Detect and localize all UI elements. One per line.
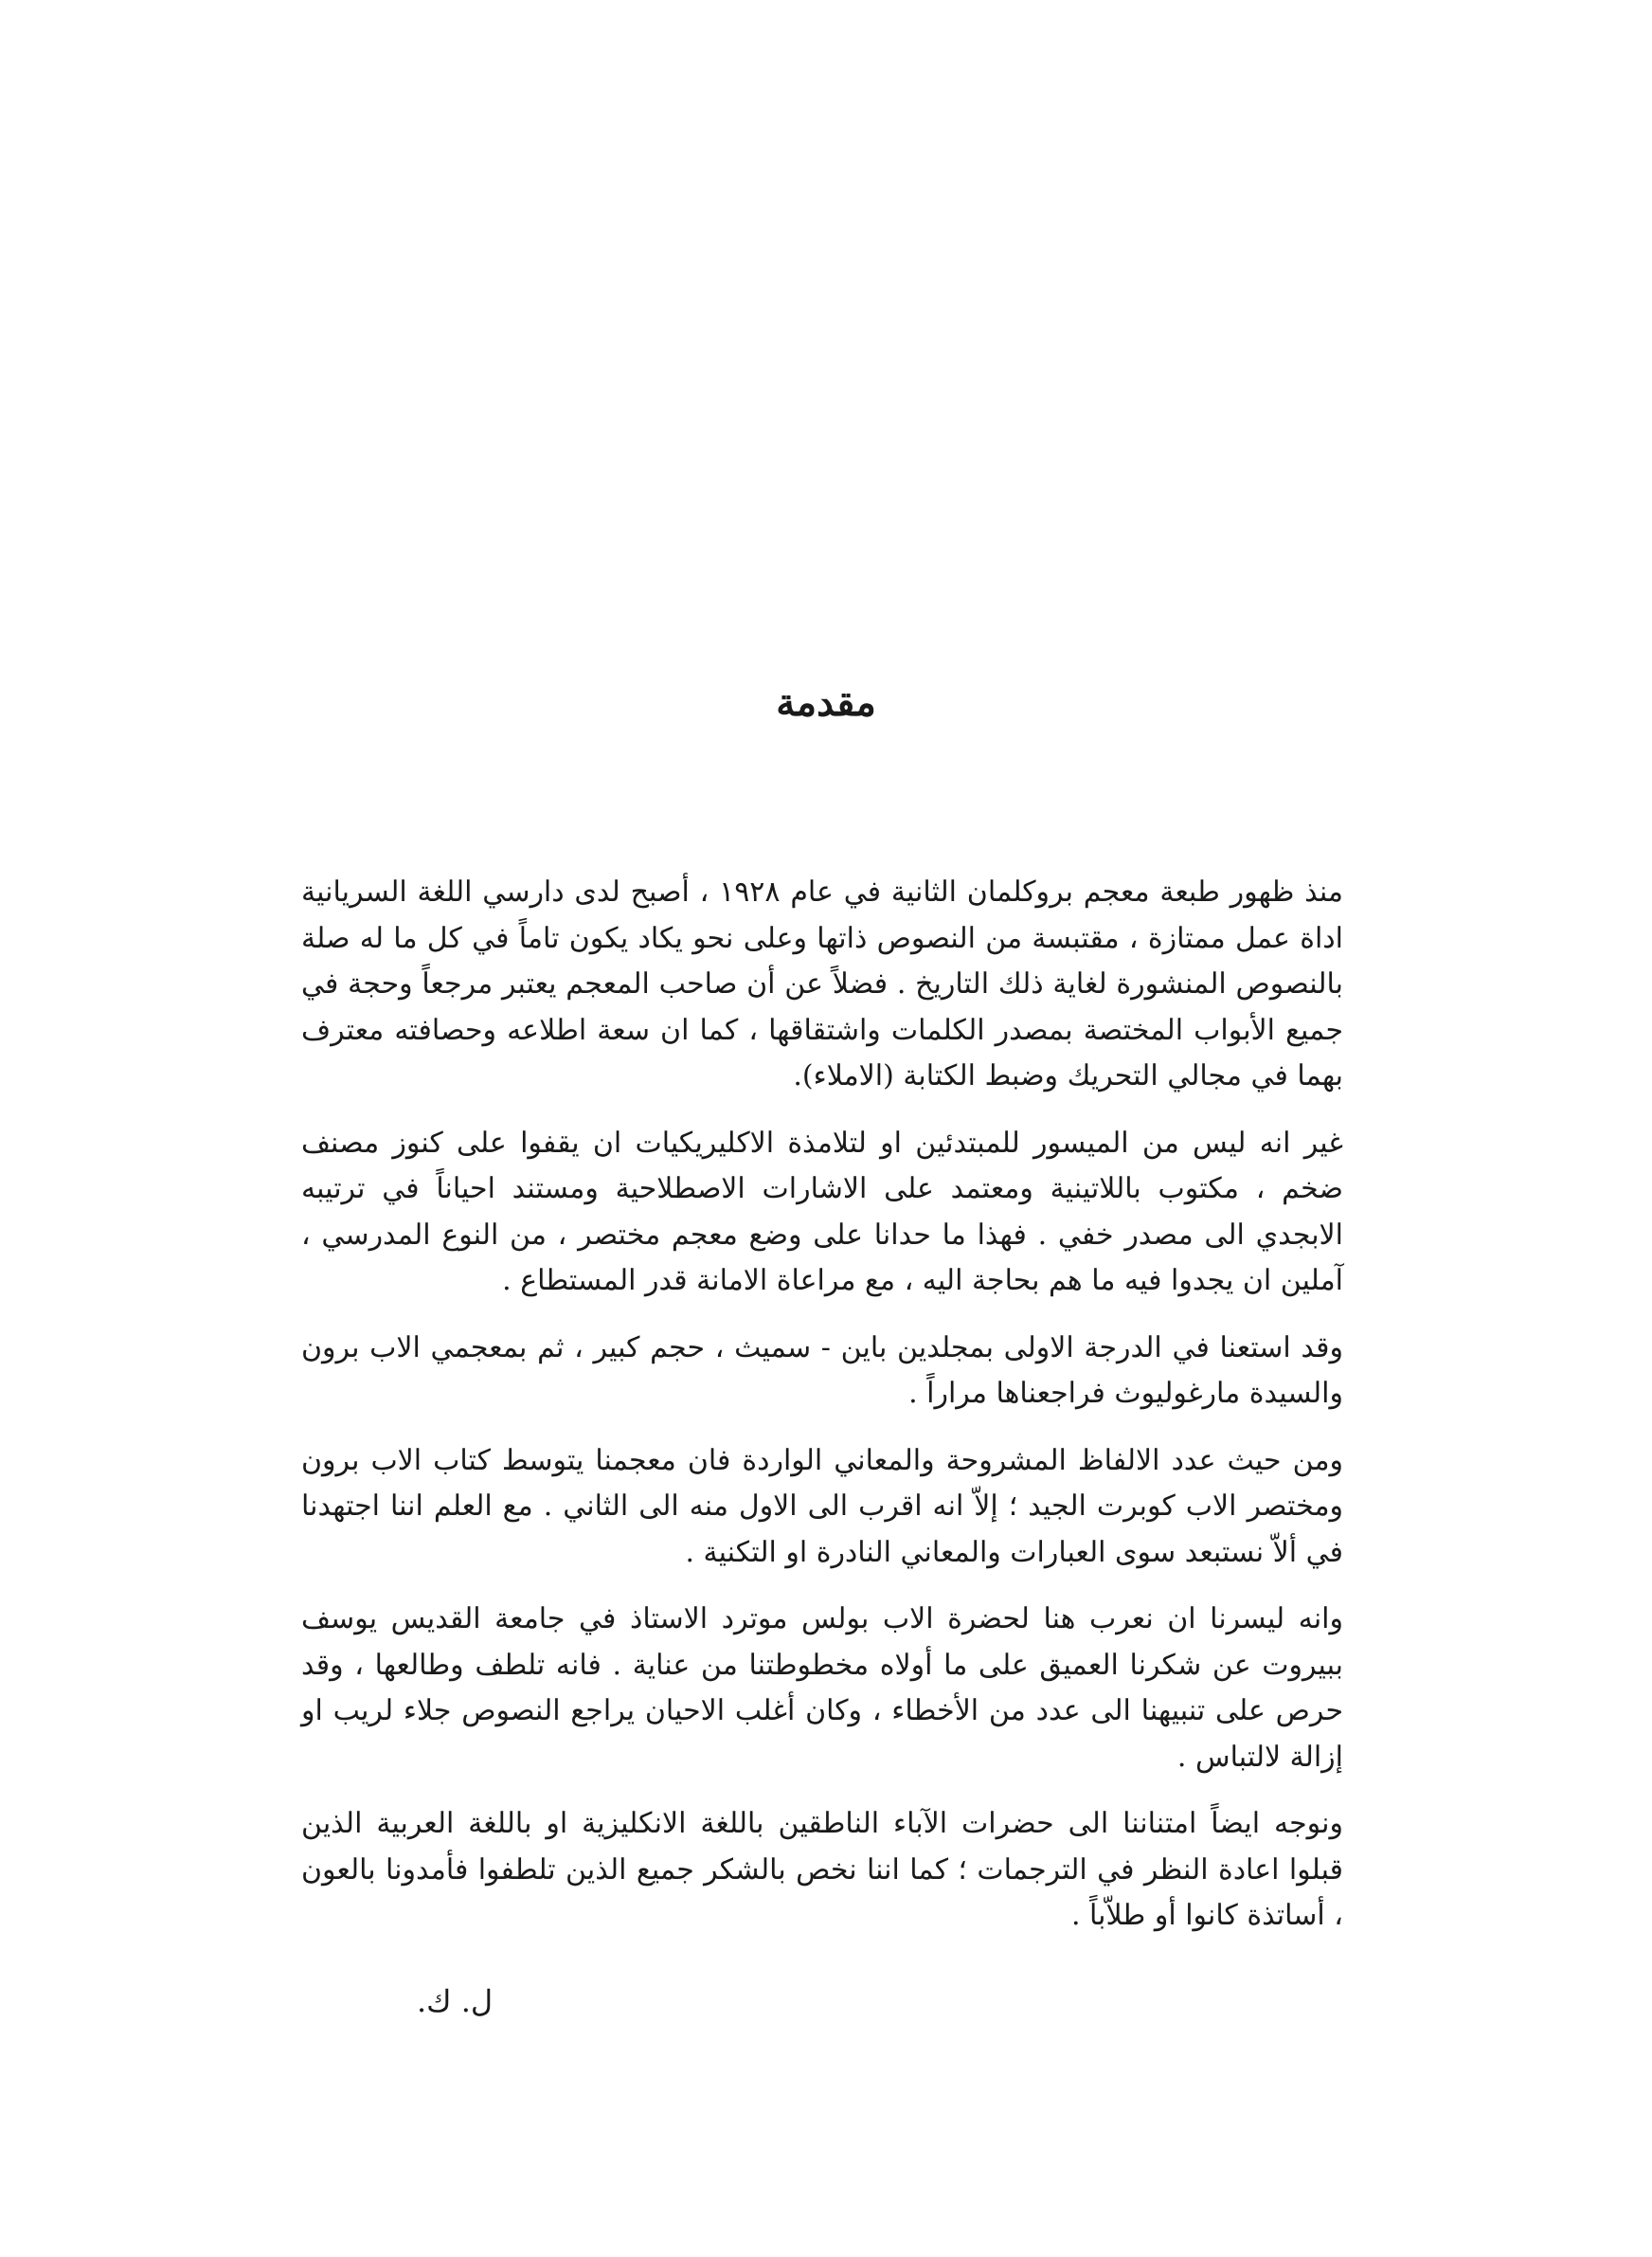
paragraph-4: ومن حيث عدد الالفاظ المشروحة والمعاني الواردة فان معجمنا يتوسط كتاب الاب برون ومختصر الاب كوبرت الجيد ؛ إلاّ انه اقرب الى الاول منه الى الثاني . مع العلم اننا اجتهدنا في ألاّ نستبعد سوى العبارات والمعاني النادرة او التكنية . bbox=[301, 1443, 1343, 1569]
introduction-body bbox=[301, 870, 1343, 1960]
paragraph-1: منذ ظهور طبعة معجم بروكلمان الثانية في عام ١٩٢٨ ، أصبح لدى دارسي اللغة السريانية اداة عمل ممتازة ، مقتبسة من النصوص ذاتها وعلى نحو يكاد يكون تاماً في كل ما له صلة بالنصوص المنشورة لغاية ذلك التاريخ . فضلاً عن أن صاحب المعجم يعتبر مرجعاً وحجة في جميع الأبواب المختصة بمصدر الكلمات واشتقاقها ، كما ان سعة اطلاعه وحصافته معترف بهما في مجالي التحريك وضبط الكتابة (الاملاء). bbox=[301, 876, 1343, 1092]
paragraph-2: غير انه ليس من الميسور للمبتدئين او لتلامذة الاكليريكيات ان يقفوا على كنوز مصنف ضخم ، مكتوب باللاتينية ومعتمد على الاشارات الاصطلاحية ومستند احياناً في ترتيبه الابجدي الى مصدر خفي . فهذا ما حدانا على وضع معجم مختصر ، من النوع المدرسي ، آملين ان يجدوا فيه ما هم بحاجة اليه ، مع مراعاة الامانة قدر المستطاع . bbox=[301, 1126, 1343, 1297]
author-signature: ل. ك. bbox=[417, 1983, 494, 2019]
paragraph-3: وقد استعنا في الدرجة الاولى بمجلدين باين - سميث ، حجم كبير ، ثم بمعجمي الاب برون والسيدة مارغوليوث فراجعناها مراراً . bbox=[301, 1330, 1343, 1410]
page-title: مقدمة bbox=[776, 680, 876, 725]
paragraph-5: وانه ليسرنا ان نعرب هنا لحضرة الاب بولس موترد الاستاذ في جامعة القديس يوسف ببيروت عن شكرنا العميق على ما أولاه مخطوطتنا من عناية . فانه تلطف وطالعها ، وقد حرص على تنبيهنا الى عدد من الأخطاء ، وكان أغلب الاحيان يراجع النصوص جلاء لريب او إزالة لالتباس . bbox=[301, 1602, 1343, 1774]
paragraph-6: ونوجه ايضاً امتناننا الى حضرات الآباء الناطقين باللغة الانكليزية او باللغة العربية الذين قبلوا اعادة النظر في الترجمات ؛ كما اننا نخص بالشكر جميع الذين تلطفوا فأمدونا بالعون ، أساتذة كانوا أو طلاّباً . bbox=[301, 1807, 1343, 1932]
